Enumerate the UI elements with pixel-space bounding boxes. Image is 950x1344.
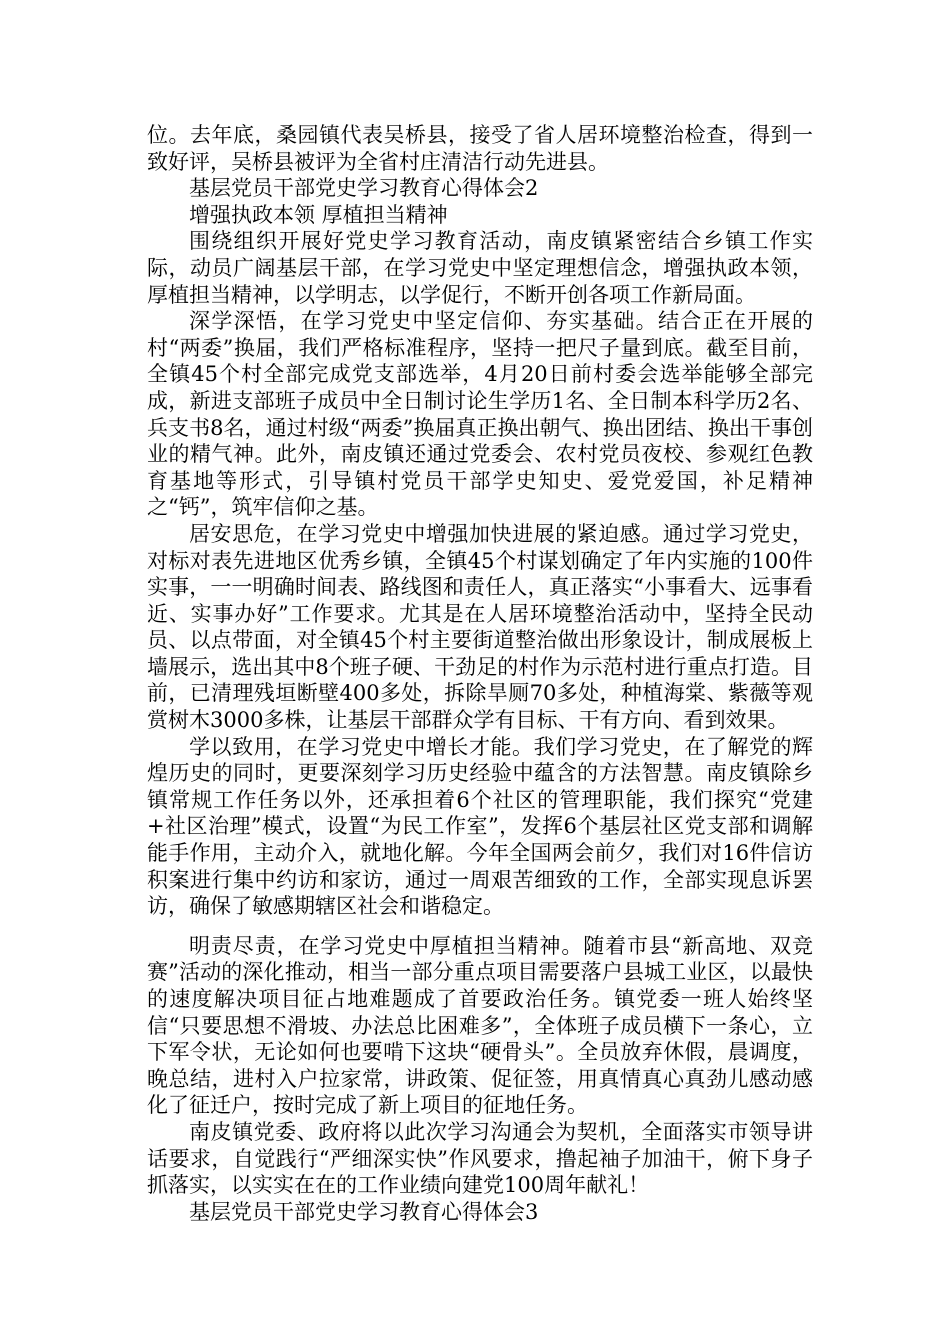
section-subtitle: 增强执政本领 厚植担当精神 — [189, 202, 448, 227]
section-heading-3: 基层党员干部党史学习教育心得体会3 — [189, 1199, 539, 1224]
paragraph-deep-study: 深学深悟，在学习党史中坚定信仰、夯实基础。结合正在开展的村“两委”换届，我们严格标准程序，坚持一把尺子量到底。截至目前，全镇45个村全部完成党支部选举，4月20日前村委会选举能够全部完成，新进支部班子成员中全日制讨论生学历1名、全日制本科学历2名、兵支书8名，通过村级“两委”换届真正换出朝气、换出团结、换出干事创业的精气神。此外，南皮镇还通过党委会、农村党员夜校、参观红色教育基地等形式，引导镇村党员干部学史知史、爱党爱国，补足精神之“钙”，筑牢信仰之基。 — [147, 309, 813, 520]
paragraph-conclusion: 南皮镇党委、政府将以此次学习沟通会为契机，全面落实市领导讲话要求，自觉践行“严细深实快”作风要求，撸起袖子加油干，俯下身子抓落实，以实实在在的工作业绩向建党100周年献礼！ — [147, 1119, 813, 1198]
section-heading-2: 基层党员干部党史学习教育心得体会2 — [189, 176, 539, 201]
paragraph-continuation: 位。去年底，桑园镇代表吴桥县，接受了省人居环境整治检查，得到一致好评，吴桥县被评为全省村庄清洁行动先进县。 — [147, 123, 813, 174]
paragraph-application: 学以致用，在学习党史中增长才能。我们学习党史，在了解党的辉煌历史的同时，更要深刻学习历史经验中蕴含的方法智慧。南皮镇除乡镇常规工作任务以外，还承担着6个社区的管理职能，我们探究“党建+社区治理”模式，设置“为民工作室”，发挥6个基层社区党支部和调解能手作用，主动介入，就地化解。今年全国两会前夕，我们对16件信访积案进行集中约访和家访，通过一周艰苦细致的工作，全部实现息诉罢访，确保了敏感期辖区社会和谐稳定。 — [147, 734, 813, 919]
paragraph-responsibility: 明责尽责，在学习党史中厚植担当精神。随着市县“新高地、双竞赛”活动的深化推动，相当一部分重点项目需要落户县城工业区，以最快的速度解决项目征占地难题成了首要政治任务。镇党委一班人始终坚信“只要思想不滑坡、办法总比困难多”，全体班子成员横下一条心，立下军令状，无论如何也要啃下这块“硬骨头”。全员放弃休假，晨调度，晚总结，进村入户拉家常，讲政策、促征签，用真情真心真劲儿感动感化了征迁户，按时完成了新上项目的征地任务。 — [147, 933, 813, 1118]
paragraph-intro: 围绕组织开展好党史学习教育活动，南皮镇紧密结合乡镇工作实际，动员广阔基层干部，在学习党史中坚定理想信念，增强执政本领，厚植担当精神，以学明志，以学促行，不断开创各项工作新局面。 — [147, 229, 813, 307]
paragraph-urgency: 居安思危，在学习党史中增强加快进展的紧迫感。通过学习党史，对标对表先进地区优秀乡镇，全镇45个村谋划确定了年内实施的100件实事，一一明确时间表、路线图和责任人，真正落实“小事看大、远事看近、实事办好”工作要求。尤其是在人居环境整治活动中，坚持全民动员、以点带面，对全镇45个村主要街道整治做出形象设计，制成展板上墙展示，选出其中8个班子硬、干劲足的村作为示范村进行重点打造。目前，已清理残垣断壁400多处，拆除旱厕70多处，种植海棠、紫薇等观赏树木3000多株，让基层干部群众学有目标、干有方向、看到效果。 — [147, 521, 813, 733]
document-page — [147, 122, 813, 1225]
